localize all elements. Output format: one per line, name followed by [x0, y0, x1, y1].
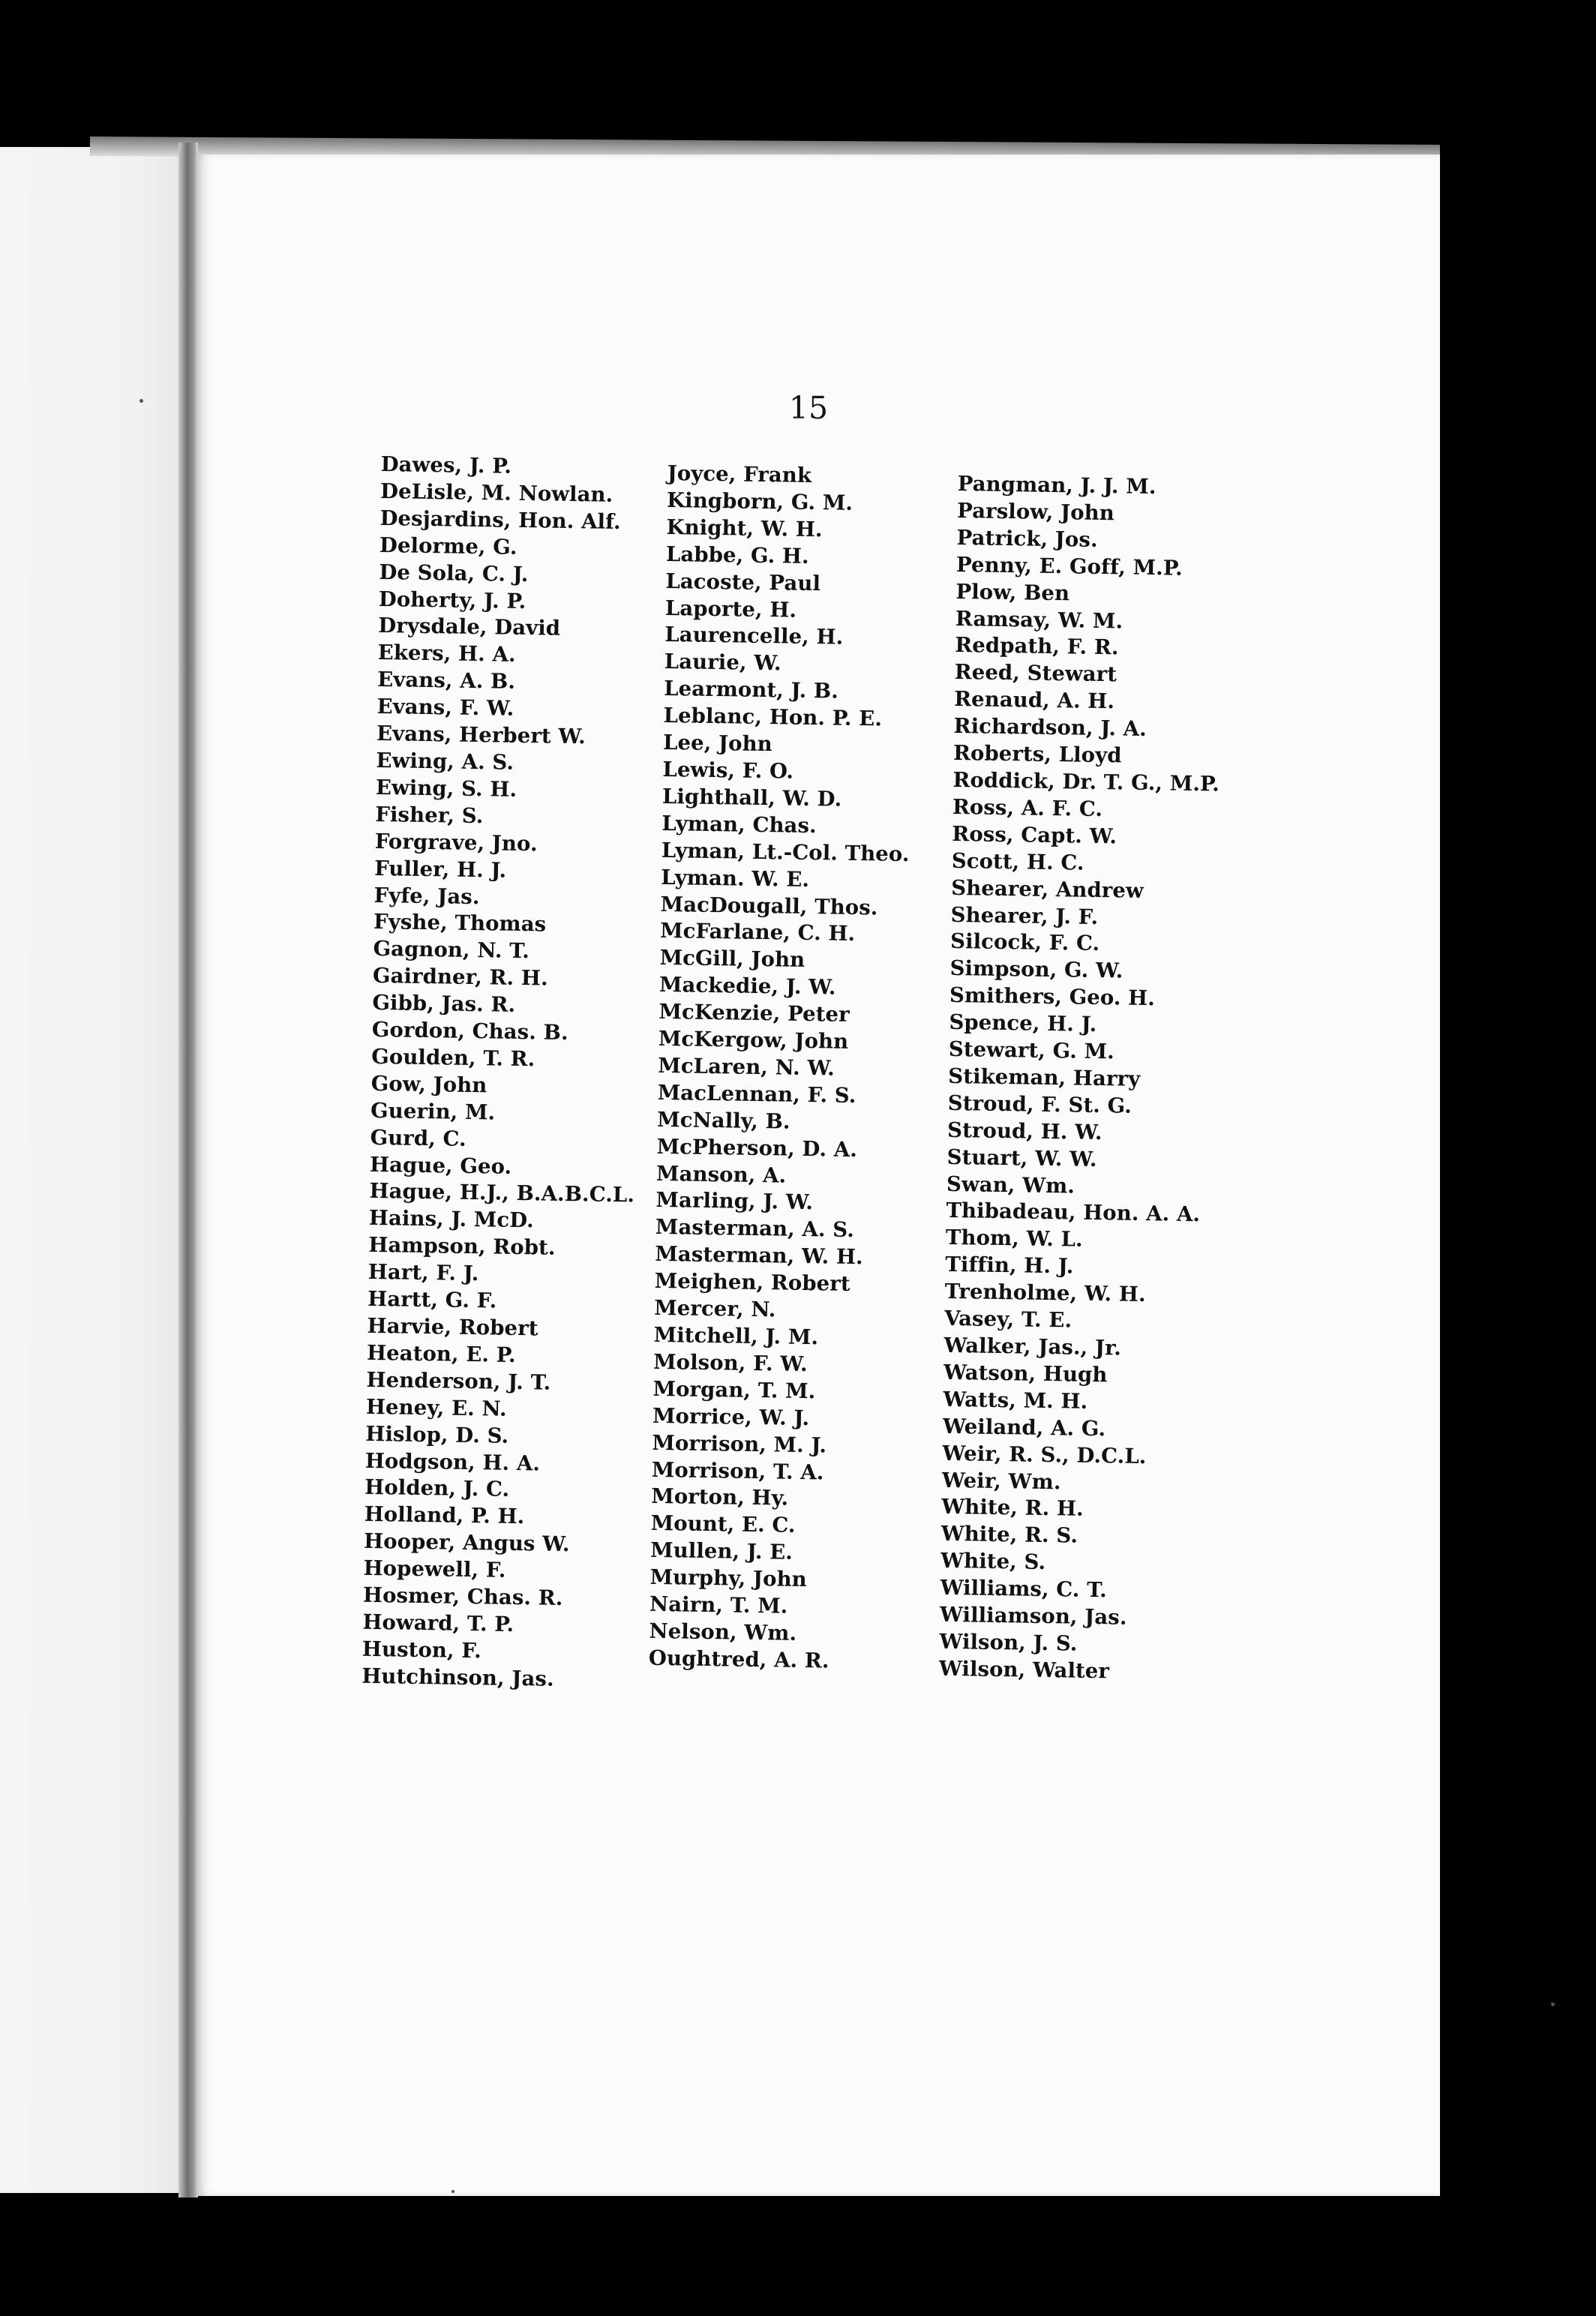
- name-entry: Lighthall, W. D.: [662, 784, 842, 812]
- name-entry: Ewing, S. H.: [375, 775, 518, 802]
- name-entry: Trenholme, W. H.: [944, 1280, 1146, 1307]
- name-entry: Ross, Capt. W.: [952, 821, 1118, 849]
- name-entry: Lyman, Chas.: [662, 811, 817, 838]
- name-entry: Mitchell, J. M.: [653, 1322, 819, 1350]
- name-entry: Vasey, T. E.: [944, 1306, 1072, 1333]
- name-entry: Pangman, J. J. M.: [957, 471, 1156, 500]
- name-entry: Laurencelle, H.: [664, 622, 844, 650]
- name-entry: Shearer, Andrew: [951, 875, 1144, 903]
- name-entry: Heaton, E. P.: [366, 1340, 516, 1367]
- name-entry: Stroud, F. St. G.: [947, 1090, 1132, 1118]
- name-entry: Spence, H. J.: [949, 1010, 1097, 1037]
- name-entry: Ewing, A. S.: [376, 748, 514, 775]
- name-entry: Roberts, Lloyd: [952, 741, 1122, 768]
- name-entry: Lewis, F. O.: [662, 757, 794, 784]
- name-entry: Howard, T. P.: [362, 1610, 514, 1636]
- name-entry: Patrick, Jos.: [956, 525, 1098, 552]
- name-entry: Mullen, J. E.: [650, 1538, 794, 1565]
- name-entry: White, R. H.: [941, 1495, 1084, 1522]
- name-entry: Redpath, F. R.: [955, 633, 1119, 660]
- name-entry: Dawes, J. P.: [380, 452, 512, 478]
- name-entry: Stikeman, Harry: [948, 1064, 1141, 1091]
- name-entry: Stuart, W. W.: [946, 1144, 1097, 1172]
- name-entry: DeLisle, M. Nowlan.: [380, 478, 614, 507]
- paper-speck: [1551, 2002, 1555, 2006]
- name-entry: Fisher, S.: [375, 802, 484, 828]
- name-entry: Morrison, M. J.: [652, 1430, 827, 1458]
- name-entry: Thom, W. L.: [945, 1226, 1083, 1252]
- name-entry: Hislop, D. S.: [365, 1421, 509, 1448]
- name-entry: Gow, John: [370, 1071, 488, 1098]
- name-entry: Evans, F. W.: [376, 694, 514, 721]
- name-entry: Doherty, J. P.: [378, 586, 526, 614]
- name-entry: Ross, A. F. C.: [952, 794, 1103, 821]
- name-entry: Weir, Wm.: [941, 1468, 1061, 1494]
- name-entry: Murphy, John: [650, 1564, 808, 1592]
- name-entry: Mount, E. C.: [650, 1511, 796, 1538]
- name-entry: Drysdale, David: [378, 614, 561, 641]
- name-entry: Stewart, G. M.: [948, 1036, 1115, 1064]
- name-entry: Masterman, A. S.: [655, 1215, 855, 1243]
- name-entry: Mercer, N.: [653, 1295, 776, 1322]
- name-entry: Nelson, Wm.: [649, 1618, 797, 1646]
- name-entry: Gibb, Jas. R.: [372, 991, 516, 1018]
- name-entry: Hosmer, Chas. R.: [362, 1582, 563, 1611]
- name-entry: Hartt, G. F.: [367, 1286, 497, 1313]
- name-entry: Morton, Hy.: [651, 1484, 789, 1511]
- name-entry: Nairn, T. M.: [649, 1592, 788, 1618]
- name-entry: Walker, Jas., Jr.: [944, 1333, 1122, 1360]
- name-entry: Leblanc, Hon. P. E.: [663, 704, 883, 731]
- name-entry: Holden, J. C.: [364, 1475, 510, 1502]
- name-entry: Gairdner, R. H.: [372, 964, 548, 991]
- name-entry: Ekers, H. A.: [377, 640, 516, 668]
- name-entry: White, R. S.: [940, 1522, 1078, 1549]
- name-entry: Plow, Ben: [956, 579, 1070, 605]
- name-entry: Delorme, G.: [379, 532, 518, 560]
- name-entry: Laurie, W.: [664, 650, 782, 676]
- name-entry: Knight, W. H.: [666, 514, 823, 542]
- name-entry: Meighen, Robert: [654, 1269, 850, 1297]
- name-entry: Kingborn, G. M.: [666, 488, 854, 515]
- name-entry: Heney, E. N.: [365, 1394, 507, 1421]
- name-entry: Lee, John: [662, 730, 773, 757]
- name-entry: Oughtred, A. R.: [648, 1646, 830, 1673]
- name-entry: Hague, Geo.: [369, 1152, 512, 1179]
- name-entry: McFarlane, C. H.: [659, 919, 856, 946]
- page-number: 15: [788, 390, 829, 426]
- name-entry: Wilson, Walter: [938, 1656, 1110, 1684]
- name-entry: Ramsay, W. M.: [955, 606, 1124, 634]
- name-entry: Smithers, Geo. H.: [949, 983, 1156, 1011]
- name-entry: McPherson, D. A.: [656, 1134, 858, 1162]
- name-column-3: [939, 471, 1225, 1687]
- name-entry: Parslow, John: [956, 498, 1115, 526]
- name-entry: McKenzie, Peter: [658, 1000, 850, 1028]
- name-entry: Evans, Herbert W.: [376, 722, 586, 749]
- name-entry: Thibadeau, Hon. A. A.: [946, 1198, 1201, 1227]
- name-entry: Hutchinson, Jas.: [362, 1664, 554, 1691]
- name-entry: Hague, H.J., B.A.B.C.L.: [369, 1179, 635, 1208]
- name-entry: Simpson, G. W.: [950, 956, 1124, 983]
- name-entry: Morgan, T. M.: [652, 1376, 816, 1404]
- name-entry: Hart, F. J.: [368, 1260, 479, 1286]
- name-entry: Reed, Stewart: [954, 660, 1118, 687]
- name-entry: Hooper, Angus W.: [363, 1529, 570, 1557]
- name-entry: Henderson, J. T.: [366, 1367, 551, 1395]
- name-entry: McNally, B.: [656, 1107, 790, 1134]
- name-entry: Scott, H. C.: [951, 848, 1084, 875]
- name-entry: Lyman. W. E.: [661, 865, 810, 892]
- name-entry: Hains, J. McD.: [368, 1206, 535, 1233]
- name-entry: Mackedie, J. W.: [658, 973, 836, 1000]
- paper-speck: [140, 399, 143, 403]
- name-entry: Goulden, T. R.: [371, 1044, 536, 1072]
- name-entry: Weiland, A. G.: [942, 1414, 1106, 1441]
- name-entry: Lyman, Lt.-Col. Theo.: [661, 838, 910, 866]
- name-entry: Lacoste, Paul: [665, 568, 821, 596]
- name-entry: Hodgson, H. A.: [364, 1448, 541, 1476]
- name-entry: Guerin, M.: [370, 1098, 496, 1125]
- paper-speck: [452, 2190, 454, 2193]
- name-entry: Fyfe, Jas.: [374, 883, 480, 909]
- name-entry: McGill, John: [659, 946, 806, 973]
- name-entry: Labbe, G. H.: [665, 542, 809, 568]
- name-entry: MacLennan, F. S.: [657, 1080, 856, 1108]
- name-entry: Weir, R. S., D.C.L.: [942, 1441, 1147, 1468]
- name-entry: De Sola, C. J.: [379, 560, 529, 586]
- name-entry: Gurd, C.: [370, 1125, 466, 1151]
- name-entry: Wilson, J. S.: [939, 1629, 1078, 1656]
- name-entry: Harvie, Robert: [367, 1313, 538, 1341]
- facing-page-left: [0, 147, 194, 2193]
- name-entry: Marling, J. W.: [656, 1188, 814, 1215]
- name-entry: Stroud, H. W.: [946, 1118, 1102, 1144]
- name-entry: Gordon, Chas. B.: [371, 1017, 568, 1046]
- name-entry: Joyce, Frank: [667, 460, 812, 488]
- name-column-1: [362, 452, 646, 1694]
- name-entry: Desjardins, Hon. Alf.: [380, 506, 621, 534]
- name-entry: Masterman, W. H.: [655, 1242, 864, 1270]
- name-entry: Fyshe, Thomas: [373, 910, 547, 937]
- name-entry: Gagnon, N. T.: [373, 937, 530, 964]
- name-entry: McKergow, John: [658, 1026, 849, 1054]
- name-entry: Manson, A.: [656, 1161, 787, 1188]
- book-gutter: [178, 142, 198, 2198]
- name-entry: Silcock, F. C.: [950, 929, 1100, 956]
- name-entry: Penny, E. Goff, M.P.: [956, 552, 1184, 580]
- name-entry: Laporte, H.: [664, 596, 797, 622]
- name-entry: Shearer, J. F.: [950, 902, 1099, 929]
- name-entry: Williams, C. T.: [940, 1575, 1108, 1603]
- name-entry: Swan, Wm.: [946, 1172, 1076, 1198]
- name-entry: Holland, P. H.: [364, 1502, 525, 1529]
- name-entry: Watson, Hugh: [943, 1360, 1108, 1388]
- name-entry: Fuller, H. J.: [374, 856, 507, 883]
- name-entry: White, S.: [940, 1549, 1046, 1575]
- name-entry: Hopewell, F.: [363, 1556, 506, 1582]
- name-entry: Forgrave, Jno.: [374, 829, 538, 856]
- name-entry: Watts, M. H.: [943, 1387, 1088, 1414]
- name-entry: Huston, F.: [362, 1636, 482, 1664]
- name-entry: MacDougall, Thos.: [660, 892, 878, 920]
- name-entry: Morrice, W. J.: [652, 1403, 810, 1430]
- name-entry: Learmont, J. B.: [663, 676, 839, 704]
- name-entry: Richardson, J. A.: [953, 714, 1148, 742]
- name-entry: Morrison, T. A.: [651, 1457, 824, 1484]
- name-column-2: [649, 460, 916, 1676]
- name-entry: Molson, F. W.: [652, 1349, 808, 1376]
- name-entry: Williamson, Jas.: [939, 1602, 1127, 1630]
- name-entry: Evans, A. B.: [376, 668, 516, 694]
- name-entry: Tiffin, H. J.: [945, 1252, 1074, 1279]
- name-entry: Roddick, Dr. T. G., M.P.: [952, 767, 1220, 796]
- name-entry: Hampson, Robt.: [368, 1233, 556, 1261]
- name-entry: Renaud, A. H.: [953, 687, 1115, 714]
- name-entry: McLaren, N. W.: [658, 1053, 836, 1081]
